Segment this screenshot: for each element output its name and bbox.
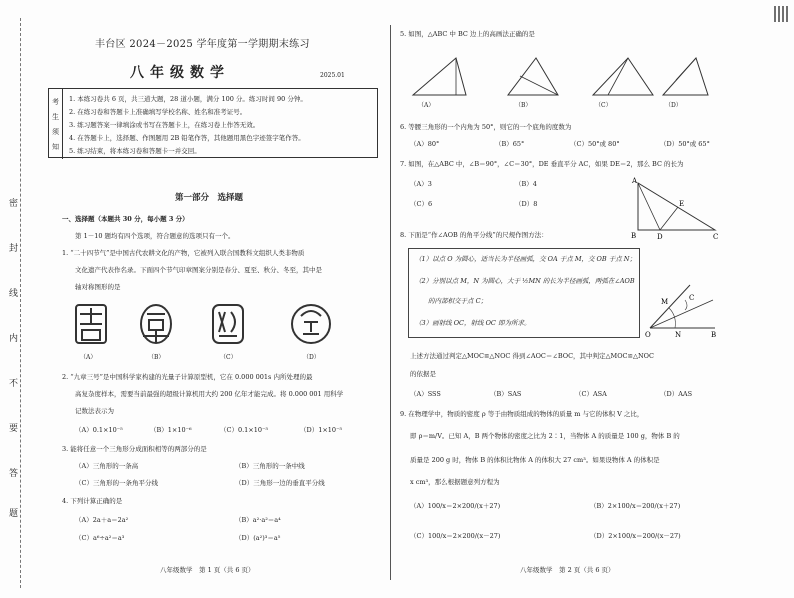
q5-option-c[interactable]: （C） [595,102,612,109]
qr-code-icon [774,6,790,22]
q8-label-m: M [661,298,669,306]
q8-step: 的内部相交于点 C； [415,297,488,305]
q2-option-d[interactable]: （D）1×10⁻⁵ [300,426,343,434]
notice-item: 2. 在练习卷和答题卡上准确填写学校名称、姓名和准考证号。 [69,108,247,116]
q3-option-b[interactable]: （B）三角形的一条中线 [235,462,305,470]
q1-option-a[interactable]: （A） [80,354,97,361]
q1-line: 文化遗产代表作名录。下面四个节气印章图案分别是春分、夏至、秋分、冬至，其中是 [75,266,322,274]
page-footer-left: 八年级数学 第 1 页（共 6 页） [160,566,255,574]
q7-label-e: E [679,200,685,208]
q7-option-c[interactable]: （C）6 [410,200,433,208]
q8-label-c: C [689,294,695,302]
q9-line: 9. 在物理学中，物质的密度 ρ 等于由物质组成的物体的质量 m 与它的体积 V 之比， [400,410,644,418]
q8-option-a[interactable]: （A）SSS [410,390,441,398]
gutter-char: 要 [9,424,19,434]
seal-gutter [4,190,18,520]
q5-figure-a [413,58,466,95]
q4-option-d[interactable]: （D）(a²)³＝a⁵ [235,534,281,542]
summer-solstice-seal-icon [133,302,179,348]
q6-option-d[interactable]: （D）50°或 65° [660,140,710,148]
q4-option-a[interactable]: （A）2a＋a＝2a² [75,516,129,524]
q9-option-b[interactable]: （B）2×100/x＝200/(x＋27) [590,502,681,510]
q5-stem: 5. 如图，△ABC 中 BC 边上的高画法正确的是 [400,30,535,38]
gutter-char: 答 [9,469,19,479]
notice-item: 5. 练习结束，将本练习卷和答题卡一并交回。 [69,147,201,155]
part-heading: 第一部分 选择题 [175,193,244,203]
q7-option-b[interactable]: （B）4 [515,180,537,188]
exam-date: 2025.01 [320,72,345,79]
q2-option-c[interactable]: （C）0.1×10⁻⁵ [220,426,269,434]
q7-option-a[interactable]: （A）3 [410,180,432,188]
column-divider [390,25,391,580]
q8-option-c[interactable]: （C）ASA [575,390,607,398]
q9-line: x cm³，那么根据题意列方程为 [410,478,500,486]
gutter-char: 封 [9,244,19,254]
q8-step: （3）画射线 OC，射线 OC 即为所求。 [415,319,531,327]
seal-line [20,18,21,588]
q4-option-b[interactable]: （B）a²·a²＝a⁴ [235,516,281,524]
q6-stem: 6. 等腰三角形的一个内角为 50°，则它的一个底角的度数为 [400,123,572,131]
q7-label-c: C [713,233,719,241]
q1-line: 1. “二十四节气”是中国古代农耕文化的产物，它被列入联合国教科文组织人类非物质 [62,249,305,257]
q3-option-a[interactable]: （A）三角形的一条高 [75,462,139,470]
q2-line: 高复杂度样本，需要当前最强的超级计算机用大约 200 亿年才能完成。将 0.000 001 用科学 [75,390,344,398]
candidate-notice [48,88,378,158]
q5-figure-d [663,58,708,95]
q8-option-d[interactable]: （D）AAS [660,390,693,398]
q7-label-d: D [657,233,663,241]
q8-label-o: O [645,331,651,339]
gutter-char: 不 [9,379,19,389]
q2-line: 2. “九章三号”是中国科学家构建的光量子计算原型机，它在 0.000 001s 内所处理的最 [62,373,313,381]
q2-line: 记数法表示为 [75,407,114,415]
q1-line: 轴对称图形的是 [75,283,121,291]
q7-figure [630,175,720,245]
notice-item: 1. 本练习卷共 6 页，共三道大题，28 道小题，满分 100 分。练习时间 90 分钟。 [69,95,307,103]
q3-option-d[interactable]: （D）三角形一边的垂直平分线 [235,479,325,487]
q9-option-a[interactable]: （A）100/x＝2×200/(x＋27) [410,502,501,510]
q8-after: 上述方法通过判定△MOC≌△NOC 得到∠AOC＝∠BOC，其中判定△MOC≌△NOC [410,352,654,360]
q8-figure [645,280,725,340]
q5-figure-c [593,58,653,95]
q5-option-a[interactable]: （A） [418,102,435,109]
q8-label-b: B [711,331,717,339]
q7-label-b: B [631,232,637,240]
q6-option-b[interactable]: （B）65° [495,140,525,148]
q7-label-a: A [632,177,638,185]
notice-item: 4. 在答题卡上，选择题、作图题用 2B 铅笔作答，其他题用黑色字迹签字笔作答。 [69,134,305,142]
q2-option-b[interactable]: （B）1×10⁻⁶ [150,426,192,434]
q8-procedure-box [408,248,640,338]
q8-after-2: 的依据是 [410,370,436,378]
q9-option-c[interactable]: （C）100/x＝2×200/(x－27) [410,532,501,540]
winter-solstice-seal-icon [288,302,334,348]
q2-option-a[interactable]: （A）0.1×10⁻⁵ [75,426,123,434]
q4-stem: 4. 下列计算正确的是 [62,497,123,505]
q1-option-c[interactable]: （C） [220,354,237,361]
q3-stem: 3. 能将任意一个三角形分成面积相等的两部分的是 [62,445,207,453]
gutter-char: 密 [9,199,19,209]
q8-step: （2）分别以点 M，N 为圆心，大于 ½MN 的长为半径画弧，两弧在∠AOB [415,277,635,285]
q8-step: （1）以点 O 为圆心，适当长为半径画弧，交 OA 于点 M，交 OB 于点 N； [415,255,636,263]
q9-line: 即 ρ＝m/V。已知 A，B 两个物体的密度之比为 2∶1，当物体 A 的质量是 100 g，物体 B 的 [410,432,680,440]
q1-option-d[interactable]: （D） [303,354,320,361]
q1-option-b[interactable]: （B） [148,354,165,361]
q5-figure-b [508,58,558,95]
gutter-char: 内 [9,334,19,344]
page-footer-right: 八年级数学 第 2 页（共 6 页） [520,566,615,574]
spring-equinox-seal-icon [68,302,114,348]
q8-option-b[interactable]: （B）SAS [490,390,522,398]
q8-label-n: N [675,331,682,339]
q6-option-c[interactable]: （C）50°或 80° [570,140,620,148]
section-heading: 一、选择题（本题共 30 分，每小题 3 分） [62,215,189,223]
q9-line: 质量是 200 g 时，物体 B 的体积比物体 A 的体积大 27 cm³。如果设物体 A 的体积是 [410,456,660,464]
q5-figures [408,50,778,110]
q4-option-c[interactable]: （C）a⁶÷a²＝a³ [75,534,125,542]
q5-option-b[interactable]: （B） [515,102,532,109]
autumn-equinox-seal-icon [205,302,251,348]
section-intro: 第 1－10 题均有四个选项，符合题意的选项只有一个。 [75,232,235,240]
exam-title: 丰台区 2024－2025 学年度第一学期期末练习 [95,39,310,50]
notice-item: 3. 练习题答案一律填涂或书写在答题卡上，在练习卷上作答无效。 [69,121,260,129]
q5-option-d[interactable]: （D） [665,102,682,109]
q6-option-a[interactable]: （A）80° [410,140,440,148]
gutter-char: 线 [9,289,19,299]
q8-stem: 8. 下面是“作∠AOB 的角平分线”的尺规作图方法： [400,231,548,239]
q7-stem: 7. 如图，在△ABC 中，∠B＝90°，∠C＝30°，DE 垂直平分 AC，如果 DE＝2，那么 BC 的长为 [400,160,684,168]
q9-option-d[interactable]: （D）2×100/x＝200/(x－27) [590,532,681,540]
notice-label: 考 生 须 知 [49,89,63,159]
q3-option-c[interactable]: （C）三角形的一条角平分线 [75,479,158,487]
gutter-char: 题 [9,509,19,519]
exam-subject: 八年级数学 [130,65,230,81]
q7-option-d[interactable]: （D）8 [515,200,538,208]
